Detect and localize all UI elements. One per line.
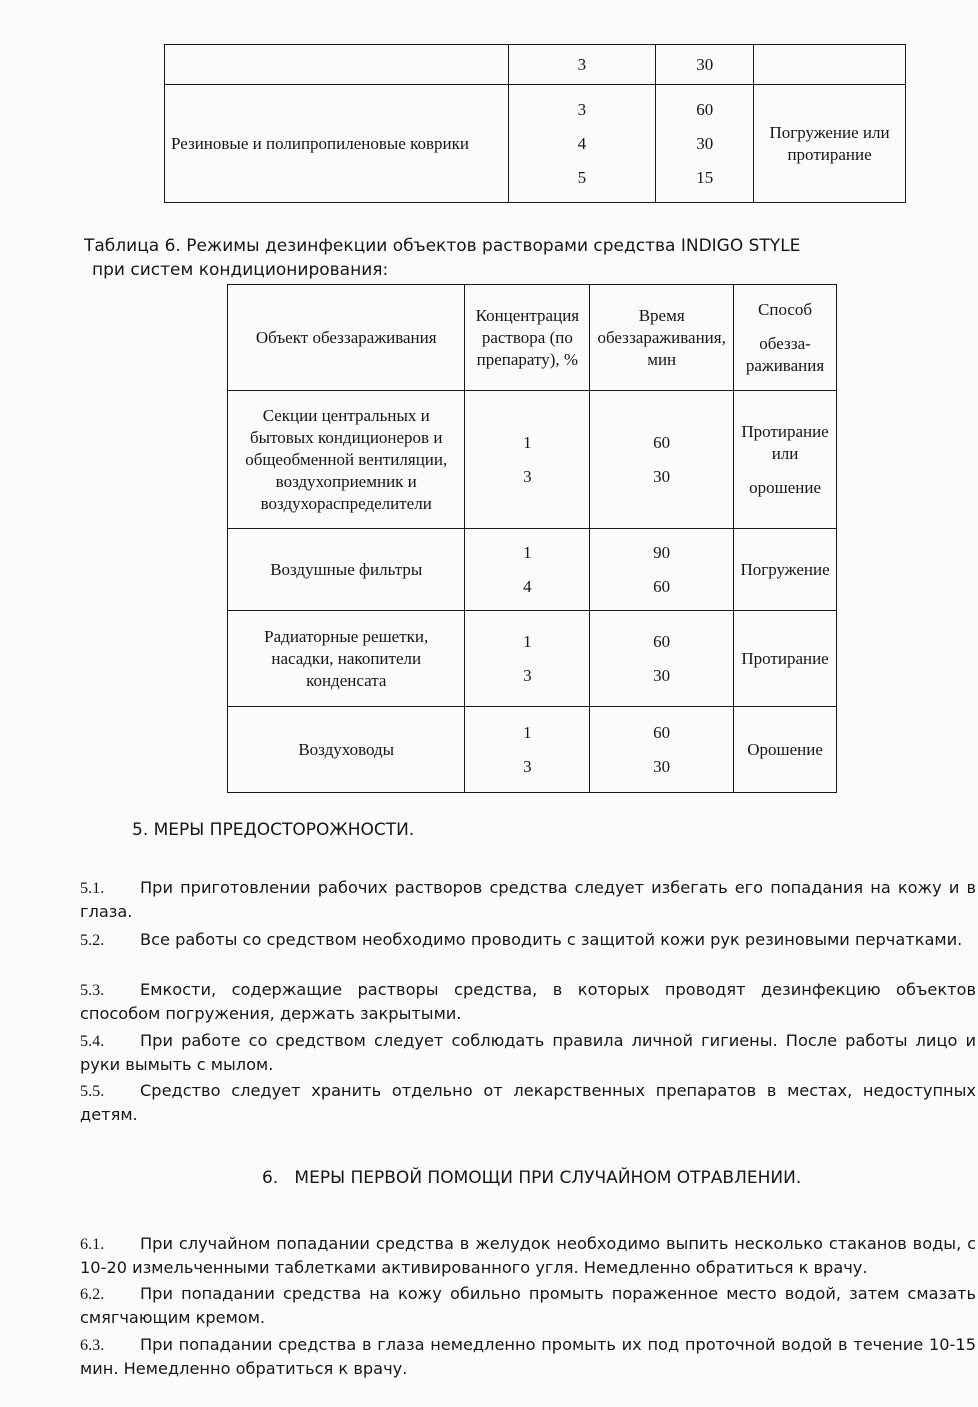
time-value: 15 [696,167,714,187]
concentration-value: 4 [577,133,587,153]
item-number: 6.3. [80,1336,105,1354]
method-cell [734,611,837,707]
concentration-cell [465,611,590,707]
item-text: При работе со средством следует соблюдать правила личной гигиены. После работы лицо и руки вымыть с мылом. [80,1031,976,1074]
object-cell: Воздуховоды [228,707,465,793]
section5-item [80,876,976,924]
time-value: 60 [653,722,671,742]
concentration-value: 3 [523,756,532,776]
table-row [165,85,906,203]
item-number: 5.4. [80,1032,105,1050]
caption-line-1: Таблица 6. Режимы дезинфекции объектов растворами средства INDIGO STYLE [84,236,801,256]
time-value: 30 [653,466,671,486]
item-number: 6.2. [80,1285,105,1303]
object-cell: Радиаторные решетки, насадки, накопители конденсата [228,611,465,707]
concentration-value: 1 [523,432,532,452]
caption-line-2: при систем кондиционирования: [92,260,389,280]
table-row [228,707,837,793]
section5-item [80,978,976,1026]
concentration-value: 4 [523,576,532,596]
header-concentration: Концентрация раствора (по препарату), % [465,285,590,391]
table-row [228,529,837,611]
method-line1: Орошение [747,739,823,759]
section6-title: 6. МЕРЫ ПЕРВОЙ ПОМОЩИ ПРИ СЛУЧАЙНОМ ОТРАВЛЕНИИ. [262,1168,802,1188]
time-value: 30 [653,756,671,776]
time-cell: 30 [656,45,754,85]
item-text: При попадании средства в глаза немедленно промыть их под проточной водой в течение 10-15 мин. Немедленно обратиться к врачу. [80,1335,976,1378]
table-header-row [228,285,837,391]
section6-item [80,1232,976,1280]
concentration-value: 1 [523,631,532,651]
concentration-value: 3 [523,665,532,685]
time-cell [590,391,734,529]
concentration-value: 5 [577,167,587,187]
section5-item [80,1029,976,1077]
time-value: 60 [653,576,671,596]
concentration-value: 3 [523,466,532,486]
header-time: Время обеззараживания, мин [590,285,734,391]
time-value: 30 [653,665,671,685]
method-line1: Протирание или [741,421,829,463]
table-row [228,611,837,707]
item-number: 5.3. [80,981,105,999]
time-cell [590,707,734,793]
method-cell [734,529,837,611]
concentration-cell [465,391,590,529]
table6 [227,284,837,793]
time-cell [590,529,734,611]
header-method-line2: обезза-раживания [745,333,825,375]
concentration-cell [465,529,590,611]
object-cell [165,45,509,85]
table-row [165,45,906,85]
time-value: 60 [653,631,671,651]
item-text: Емкости, содержащие растворы средства, в которых проводят дезинфекцию объектов способом погружения, держать закрытыми. [80,980,976,1023]
method-line1: Погружение [740,559,830,579]
method-line2: орошение [749,477,821,497]
section5-title: 5. МЕРЫ ПРЕДОСТОРОЖНОСТИ. [132,820,415,840]
table-row [228,391,837,529]
time-value: 60 [653,432,671,452]
concentration-cell: 3 [508,45,656,85]
table6-caption [84,234,944,282]
section6-item [80,1282,976,1330]
item-number: 5.2. [80,931,105,949]
concentration-value: 1 [523,542,532,562]
concentration-value: 3 [577,99,587,119]
time-value: 90 [653,542,671,562]
item-number: 6.1. [80,1235,105,1253]
header-object: Объект обеззараживания [228,285,465,391]
top-table [164,44,906,203]
method-cell: Погружение или протирание [754,85,906,203]
object-cell: Секции центральных и бытовых кондиционеров и общеобменной вентиляции, воздухоприемник и воздухораспределители [228,391,465,529]
item-text: При случайном попадании средства в желудок необходимо выпить несколько стаканов воды, с 10-20 измельченными таблетками активированного угля. Немедленно обратиться к врачу. [80,1234,976,1277]
item-text: Все работы со средством необходимо проводить с защитой кожи рук резиновыми перчатками. [140,930,963,949]
method-cell [734,391,837,529]
method-cell [754,45,906,85]
object-cell: Воздушные фильтры [228,529,465,611]
item-number: 5.5. [80,1082,105,1100]
header-method-line1: Способ [758,299,813,319]
time-value: 60 [696,99,714,119]
section5-item [80,928,976,952]
concentration-cell [465,707,590,793]
item-number: 5.1. [80,879,105,897]
item-text: Средство следует хранить отдельно от лекарственных препаратов в местах, недоступных детям. [80,1081,976,1124]
time-cell [656,85,754,203]
time-cell [590,611,734,707]
item-text: При приготовлении рабочих растворов средства следует избегать его попадания на кожу и в глаза. [80,878,976,921]
time-value: 30 [696,133,714,153]
concentration-value: 1 [523,722,532,742]
object-cell: Резиновые и полипропиленовые коврики [165,85,509,203]
concentration-cell [508,85,656,203]
header-method [734,285,837,391]
section5-item [80,1079,976,1127]
method-line1: Протирание [741,648,829,668]
item-text: При попадании средства на кожу обильно промыть пораженное место водой, затем смазать смягчающим кремом. [80,1284,976,1327]
section6-item [80,1333,976,1381]
method-cell [734,707,837,793]
